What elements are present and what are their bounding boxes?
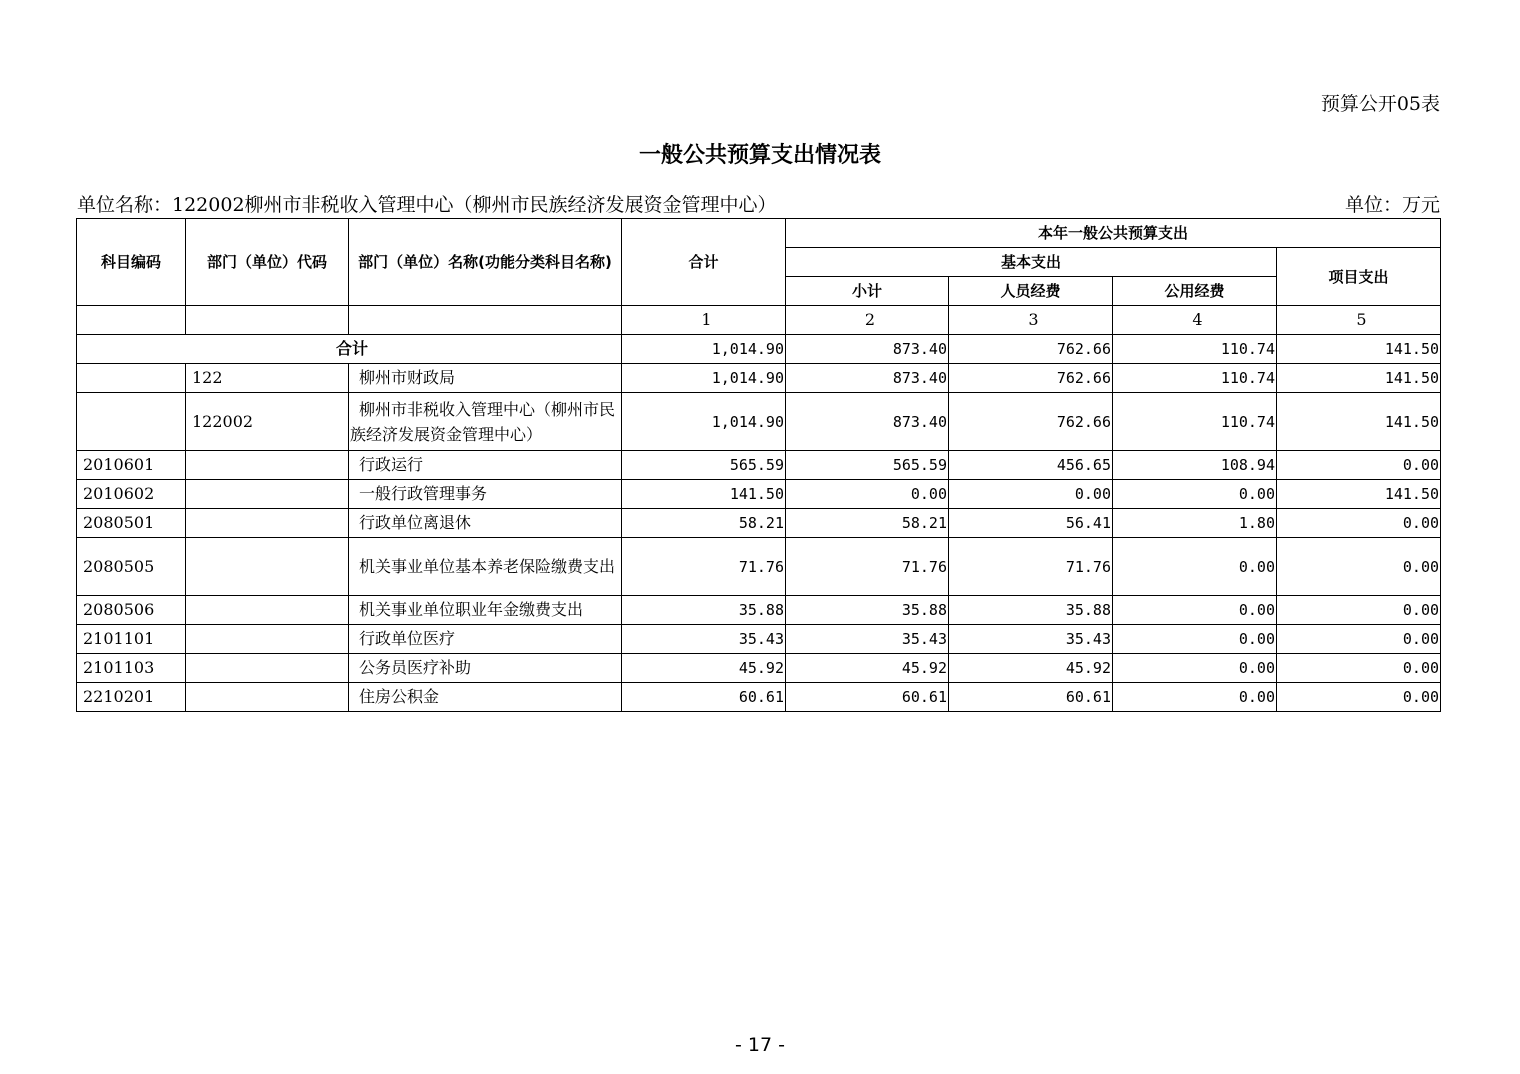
index-cell: 4 bbox=[1113, 306, 1277, 335]
row-code: 2080501 bbox=[77, 509, 186, 538]
row-name: 一般行政管理事务 bbox=[349, 480, 622, 509]
row-subtotal: 565.59 bbox=[786, 451, 949, 480]
row-personnel: 0.00 bbox=[949, 480, 1113, 509]
row-code bbox=[77, 393, 186, 451]
row-subtotal: 58.21 bbox=[786, 509, 949, 538]
col-project: 项目支出 bbox=[1277, 248, 1441, 306]
total-subtotal: 873.40 bbox=[786, 335, 949, 364]
table-row bbox=[77, 480, 1441, 509]
row-code: 2010602 bbox=[77, 480, 186, 509]
row-name: 住房公积金 bbox=[349, 683, 622, 712]
row-public: 0.00 bbox=[1113, 654, 1277, 683]
row-total: 35.88 bbox=[622, 596, 786, 625]
row-total: 1,014.90 bbox=[622, 393, 786, 451]
row-project: 141.50 bbox=[1277, 393, 1441, 451]
table-row bbox=[77, 393, 1441, 451]
col-dept-name: 部门（单位）名称(功能分类科目名称) bbox=[349, 219, 622, 306]
row-dept bbox=[186, 451, 349, 480]
row-total: 35.43 bbox=[622, 625, 786, 654]
row-public: 110.74 bbox=[1113, 364, 1277, 393]
index-row bbox=[77, 306, 1441, 335]
total-personnel: 762.66 bbox=[949, 335, 1113, 364]
col-public: 公用经费 bbox=[1113, 277, 1277, 306]
form-code: 预算公开05表 bbox=[1320, 93, 1440, 115]
row-public: 0.00 bbox=[1113, 480, 1277, 509]
row-total: 60.61 bbox=[622, 683, 786, 712]
row-code: 2080506 bbox=[77, 596, 186, 625]
table-row bbox=[77, 625, 1441, 654]
row-dept bbox=[186, 480, 349, 509]
col-total: 合计 bbox=[622, 219, 786, 306]
row-subtotal: 71.76 bbox=[786, 538, 949, 596]
unit-measure: 单位：万元 bbox=[1344, 194, 1440, 216]
row-project: 0.00 bbox=[1277, 538, 1441, 596]
row-code: 2101103 bbox=[77, 654, 186, 683]
total-total: 1,014.90 bbox=[622, 335, 786, 364]
row-code: 2080505 bbox=[77, 538, 186, 596]
row-personnel: 60.61 bbox=[949, 683, 1113, 712]
row-name: 机关事业单位职业年金缴费支出 bbox=[349, 596, 622, 625]
col-current-year: 本年一般公共预算支出 bbox=[786, 219, 1441, 248]
row-project: 0.00 bbox=[1277, 509, 1441, 538]
row-code: 2210201 bbox=[77, 683, 186, 712]
row-public: 1.80 bbox=[1113, 509, 1277, 538]
col-subject-code: 科目编码 bbox=[77, 219, 186, 306]
row-project: 0.00 bbox=[1277, 683, 1441, 712]
row-personnel: 45.92 bbox=[949, 654, 1113, 683]
row-personnel: 35.88 bbox=[949, 596, 1113, 625]
row-name: 行政单位离退休 bbox=[349, 509, 622, 538]
row-dept bbox=[186, 596, 349, 625]
row-project: 0.00 bbox=[1277, 451, 1441, 480]
row-personnel: 35.43 bbox=[949, 625, 1113, 654]
index-cell: 2 bbox=[786, 306, 949, 335]
row-personnel: 456.65 bbox=[949, 451, 1113, 480]
unit-info-line bbox=[77, 190, 1440, 216]
row-name: 公务员医疗补助 bbox=[349, 654, 622, 683]
row-name: 柳州市财政局 bbox=[349, 364, 622, 393]
row-project: 0.00 bbox=[1277, 625, 1441, 654]
index-cell: 1 bbox=[622, 306, 786, 335]
row-public: 0.00 bbox=[1113, 538, 1277, 596]
table-row bbox=[77, 596, 1441, 625]
row-subtotal: 873.40 bbox=[786, 393, 949, 451]
row-subtotal: 0.00 bbox=[786, 480, 949, 509]
row-name: 柳州市非税收入管理中心（柳州市民族经济发展资金管理中心） bbox=[349, 393, 622, 451]
row-total: 1,014.90 bbox=[622, 364, 786, 393]
row-name: 行政运行 bbox=[349, 451, 622, 480]
row-project: 0.00 bbox=[1277, 596, 1441, 625]
row-subtotal: 45.92 bbox=[786, 654, 949, 683]
row-subtotal: 35.88 bbox=[786, 596, 949, 625]
row-personnel: 56.41 bbox=[949, 509, 1113, 538]
row-total: 141.50 bbox=[622, 480, 786, 509]
row-personnel: 762.66 bbox=[949, 364, 1113, 393]
row-personnel: 762.66 bbox=[949, 393, 1113, 451]
index-cell: 5 bbox=[1277, 306, 1441, 335]
row-dept: 122002 bbox=[186, 393, 349, 451]
row-public: 0.00 bbox=[1113, 683, 1277, 712]
row-subtotal: 873.40 bbox=[786, 364, 949, 393]
row-total: 565.59 bbox=[622, 451, 786, 480]
row-subtotal: 60.61 bbox=[786, 683, 949, 712]
total-label: 合计 bbox=[77, 335, 622, 364]
budget-expenditure-table bbox=[76, 218, 1441, 712]
total-row bbox=[77, 335, 1441, 364]
row-code bbox=[77, 364, 186, 393]
table-row bbox=[77, 364, 1441, 393]
table-row bbox=[77, 451, 1441, 480]
row-personnel: 71.76 bbox=[949, 538, 1113, 596]
row-public: 108.94 bbox=[1113, 451, 1277, 480]
total-public: 110.74 bbox=[1113, 335, 1277, 364]
row-public: 110.74 bbox=[1113, 393, 1277, 451]
header-row-1 bbox=[77, 219, 1441, 248]
row-public: 0.00 bbox=[1113, 625, 1277, 654]
row-total: 45.92 bbox=[622, 654, 786, 683]
row-subtotal: 35.43 bbox=[786, 625, 949, 654]
table-row bbox=[77, 509, 1441, 538]
col-dept-code: 部门（单位）代码 bbox=[186, 219, 349, 306]
total-project: 141.50 bbox=[1277, 335, 1441, 364]
row-code: 2101101 bbox=[77, 625, 186, 654]
unit-name: 单位名称：122002柳州市非税收入管理中心（柳州市民族经济发展资金管理中心） bbox=[77, 194, 777, 216]
row-project: 0.00 bbox=[1277, 654, 1441, 683]
row-public: 0.00 bbox=[1113, 596, 1277, 625]
col-basic: 基本支出 bbox=[786, 248, 1277, 277]
page-number: - 17 - bbox=[735, 1034, 785, 1056]
row-dept bbox=[186, 654, 349, 683]
row-total: 71.76 bbox=[622, 538, 786, 596]
row-dept: 122 bbox=[186, 364, 349, 393]
row-dept bbox=[186, 509, 349, 538]
row-total: 58.21 bbox=[622, 509, 786, 538]
row-dept bbox=[186, 538, 349, 596]
table-row bbox=[77, 683, 1441, 712]
row-code: 2010601 bbox=[77, 451, 186, 480]
row-dept bbox=[186, 625, 349, 654]
col-personnel: 人员经费 bbox=[949, 277, 1113, 306]
index-cell: 3 bbox=[949, 306, 1113, 335]
row-dept bbox=[186, 683, 349, 712]
row-name: 机关事业单位基本养老保险缴费支出 bbox=[349, 538, 622, 596]
table-row bbox=[77, 654, 1441, 683]
table-row bbox=[77, 538, 1441, 596]
row-project: 141.50 bbox=[1277, 480, 1441, 509]
col-subtotal: 小计 bbox=[786, 277, 949, 306]
page-title: 一般公共预算支出情况表 bbox=[638, 143, 881, 168]
row-name: 行政单位医疗 bbox=[349, 625, 622, 654]
row-project: 141.50 bbox=[1277, 364, 1441, 393]
